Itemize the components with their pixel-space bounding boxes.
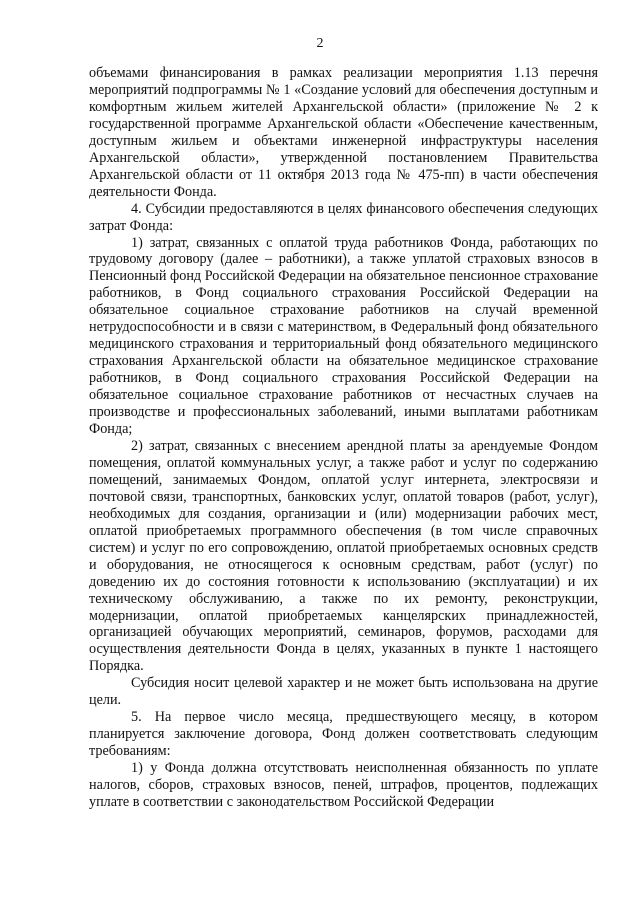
paragraph-requirement-1-no-tax-debt: 1) у Фонда должна отсутствовать неисполненная обязанность по уплате налогов, сборов, страховых взносов, пеней, штрафов, процентов, подлежащих уплате в соответствии с законодательством Российской Федерации [89,760,598,810]
document-body [89,65,598,811]
paragraph-funding-volumes: объемами финансирования в рамках реализации мероприятия 1.13 перечня мероприятий подпрограммы № 1 «Создание условий для обеспечения доступным и комфортным жильем жителей Архангельской области» (приложение № 2 к государственной программе Архангельской области «Обеспечение качественным, доступным жильем и объектами инженерной инфраструктуры населения Архангельской области», утвержденной постановлением Правительства Архангельской области от 11 октября 2013 года № 475-пп) в части обеспечения деятельности Фонда. [89,65,598,200]
paragraph-subitem-1-labor-costs: 1) затрат, связанных с оплатой труда работников Фонда, работающих по трудовому договору (далее – работники), а также уплатой страховых взносов в Пенсионный фонд Российской Федерации на обязательное пенсионное страхование работников, в Фонд социального страхования Российской Федерации на обязательное социальное страхование работников на случай временной нетрудоспособности и в связи с материнством, в Федеральный фонд обязательного медицинского страхования и территориальный фонд обязательного медицинского страхования Архангельской области на обязательное медицинское страхование работников, в Фонд социального страхования Российской Федерации на обязательное социальное страхование работников от несчастных случаев на производстве и профессиональных заболеваний, иными выплатами работникам Фонда; [89,234,598,438]
paragraph-subsidy-purpose: Субсидия носит целевой характер и не может быть использована на другие цели. [89,675,598,709]
page-number: 2 [316,36,324,51]
paragraph-item-4-subsidies: 4. Субсидии предоставляются в целях финансового обеспечения следующих затрат Фонда: [89,200,598,234]
paragraph-subitem-2-rent-costs: 2) затрат, связанных с внесением арендной платы за арендуемые Фондом помещения, оплатой коммунальных услуг, а также работ и услуг по содержанию помещений, занимаемых Фондом, оплатой услуг интернета, электросвязи и почтовой связи, транспортных, банковских услуг, оплатой товаров (работ, услуг), необходимых для создания, организации и (или) модернизации рабочих мест, оплатой приобретаемых программного обеспечения (в том числе справочных систем) и услуг по его сопровождению, оплатой приобретаемых основных средств и оборудования, не относящегося к основным средствам, работ (услуг) по доведению их до состояния готовности к использованию (эксплуатации) и их техническому обслуживанию, а также по их ремонту, реконструкции, модернизации, оплатой приобретаемых канцелярских принадлежностей, организацией обучающих мероприятий, семинаров, форумов, расходами для осуществления деятельности Фонда в целях, указанных в пункте 1 настоящего Порядка. [89,437,598,675]
paragraph-item-5-requirements: 5. На первое число месяца, предшествующего месяцу, в котором планируется заключение договора, Фонд должен соответствовать следующим требованиям: [89,709,598,760]
